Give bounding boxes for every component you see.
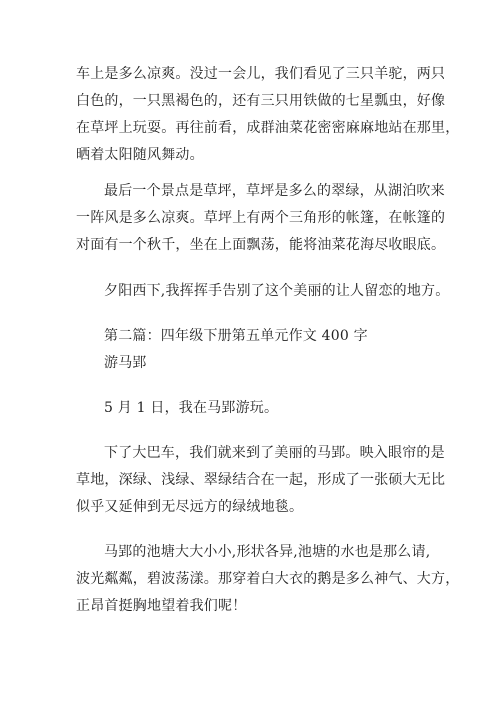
paragraph-1-line-3: 在草坪上玩耍。再往前看，成群油菜花密密麻麻地站在那里， bbox=[76, 120, 460, 136]
paragraph-2-line-2: 一阵风是多么凉爽。草坪上有两个三角形的帐篷，在帐篷的 bbox=[76, 210, 446, 226]
paragraph-4-line-2: 波光粼粼，碧波荡漾。那穿着白大衣的鹅是多么神气、大方， bbox=[76, 571, 460, 587]
date-line: 5 月 1 日，我在马郢游玩。 bbox=[104, 400, 279, 416]
closing-sentence: 夕阳西下,我挥挥手告别了这个美丽的让人留恋的地方。 bbox=[104, 283, 450, 299]
paragraph-1-line-2: 白色的，一只黑褐色的，还有三只用铁做的七星瓢虫，好像 bbox=[76, 93, 446, 109]
paragraph-2-line-1: 最后一个景点是草坪，草坪是多么的翠绿，从湖泊吹来 bbox=[104, 183, 445, 199]
paragraph-1-line-1: 车上是多么凉爽。没过一会儿，我们看见了三只羊驼，两只 bbox=[76, 66, 446, 82]
paragraph-1-line-4: 晒着太阳随风舞动。 bbox=[76, 147, 204, 163]
paragraph-4-line-3: 正昂首挺胸地望着我们呢！ bbox=[76, 598, 247, 614]
section-heading: 第二篇：四年级下册第五单元作文 400 字 bbox=[104, 328, 368, 344]
paragraph-3-line-3: 似乎又延伸到无尽远方的绿绒地毯。 bbox=[76, 499, 304, 515]
paragraph-3-line-2: 草地，深绿、浅绿、翠绿结合在一起，形成了一张硕大无比 bbox=[76, 472, 446, 488]
essay-title: 游马郢 bbox=[104, 355, 147, 371]
paragraph-3-line-1: 下了大巴车，我们就来到了美丽的马郢。映入眼帘的是 bbox=[104, 445, 445, 461]
paragraph-4-line-1: 马郢的池塘大大小小,形状各异,池塘的水也是那么请, bbox=[104, 544, 431, 560]
paragraph-2-line-3: 对面有一个秋千，坐在上面飘荡，能将油菜花海尽收眼底。 bbox=[76, 237, 446, 253]
